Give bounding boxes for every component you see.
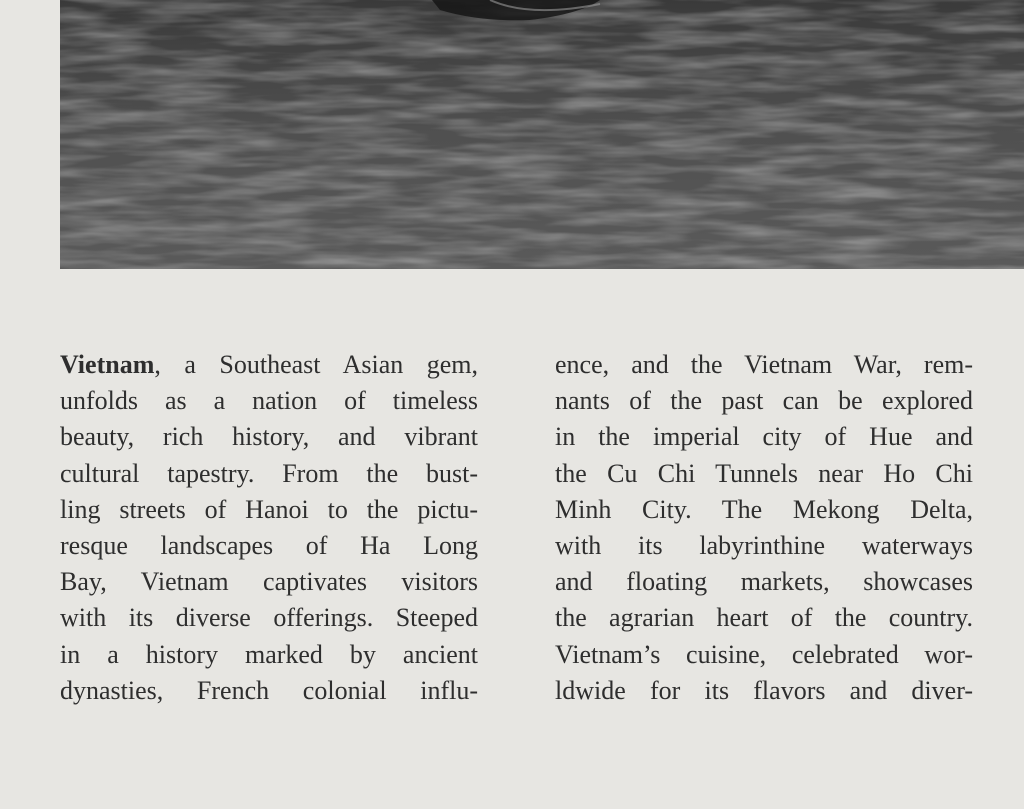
article-line	[60, 347, 478, 383]
lead-word: Vietnam	[60, 350, 155, 379]
article-column-right	[555, 347, 973, 709]
article-line: ence, and the Vietnam War, rem-	[555, 350, 973, 379]
water-photo	[60, 0, 1024, 269]
article-line-text: , a Southeast Asian gem,	[154, 350, 478, 379]
article-line: beauty, rich history, and vibrant	[60, 422, 478, 452]
article-line: ldwide for its flavors and diver-	[555, 675, 973, 705]
article-line: nants of the past can be explored	[555, 386, 973, 416]
article-line: the Cu Chi Tunnels near Ho Chi	[555, 458, 973, 488]
article-line: ling streets of Hanoi to the pictu-	[60, 494, 478, 524]
water-photo-image	[60, 0, 1024, 269]
article-line: the agrarian heart of the country.	[555, 603, 973, 633]
article-line: resque landscapes of Ha Long	[60, 530, 478, 560]
article-line: and floating markets, showcases	[555, 567, 973, 597]
article-line: dynasties, French colonial influ-	[60, 675, 478, 705]
article-line: with its diverse offerings. Steeped	[60, 603, 478, 633]
article-line: Bay, Vietnam captivates visitors	[60, 567, 478, 597]
article-line: Vietnam’s cuisine, celebrated wor-	[555, 639, 973, 669]
article-line: in a history marked by ancient	[60, 639, 478, 669]
article-line: unfolds as a nation of timeless	[60, 386, 478, 416]
article-line: Minh City. The Mekong Delta,	[555, 494, 973, 524]
article-line: with its labyrinthine waterways	[555, 530, 973, 560]
article-line: in the imperial city of Hue and	[555, 422, 973, 452]
article-line: cultural tapestry. From the bust-	[60, 458, 478, 488]
article-column-left	[60, 347, 478, 709]
